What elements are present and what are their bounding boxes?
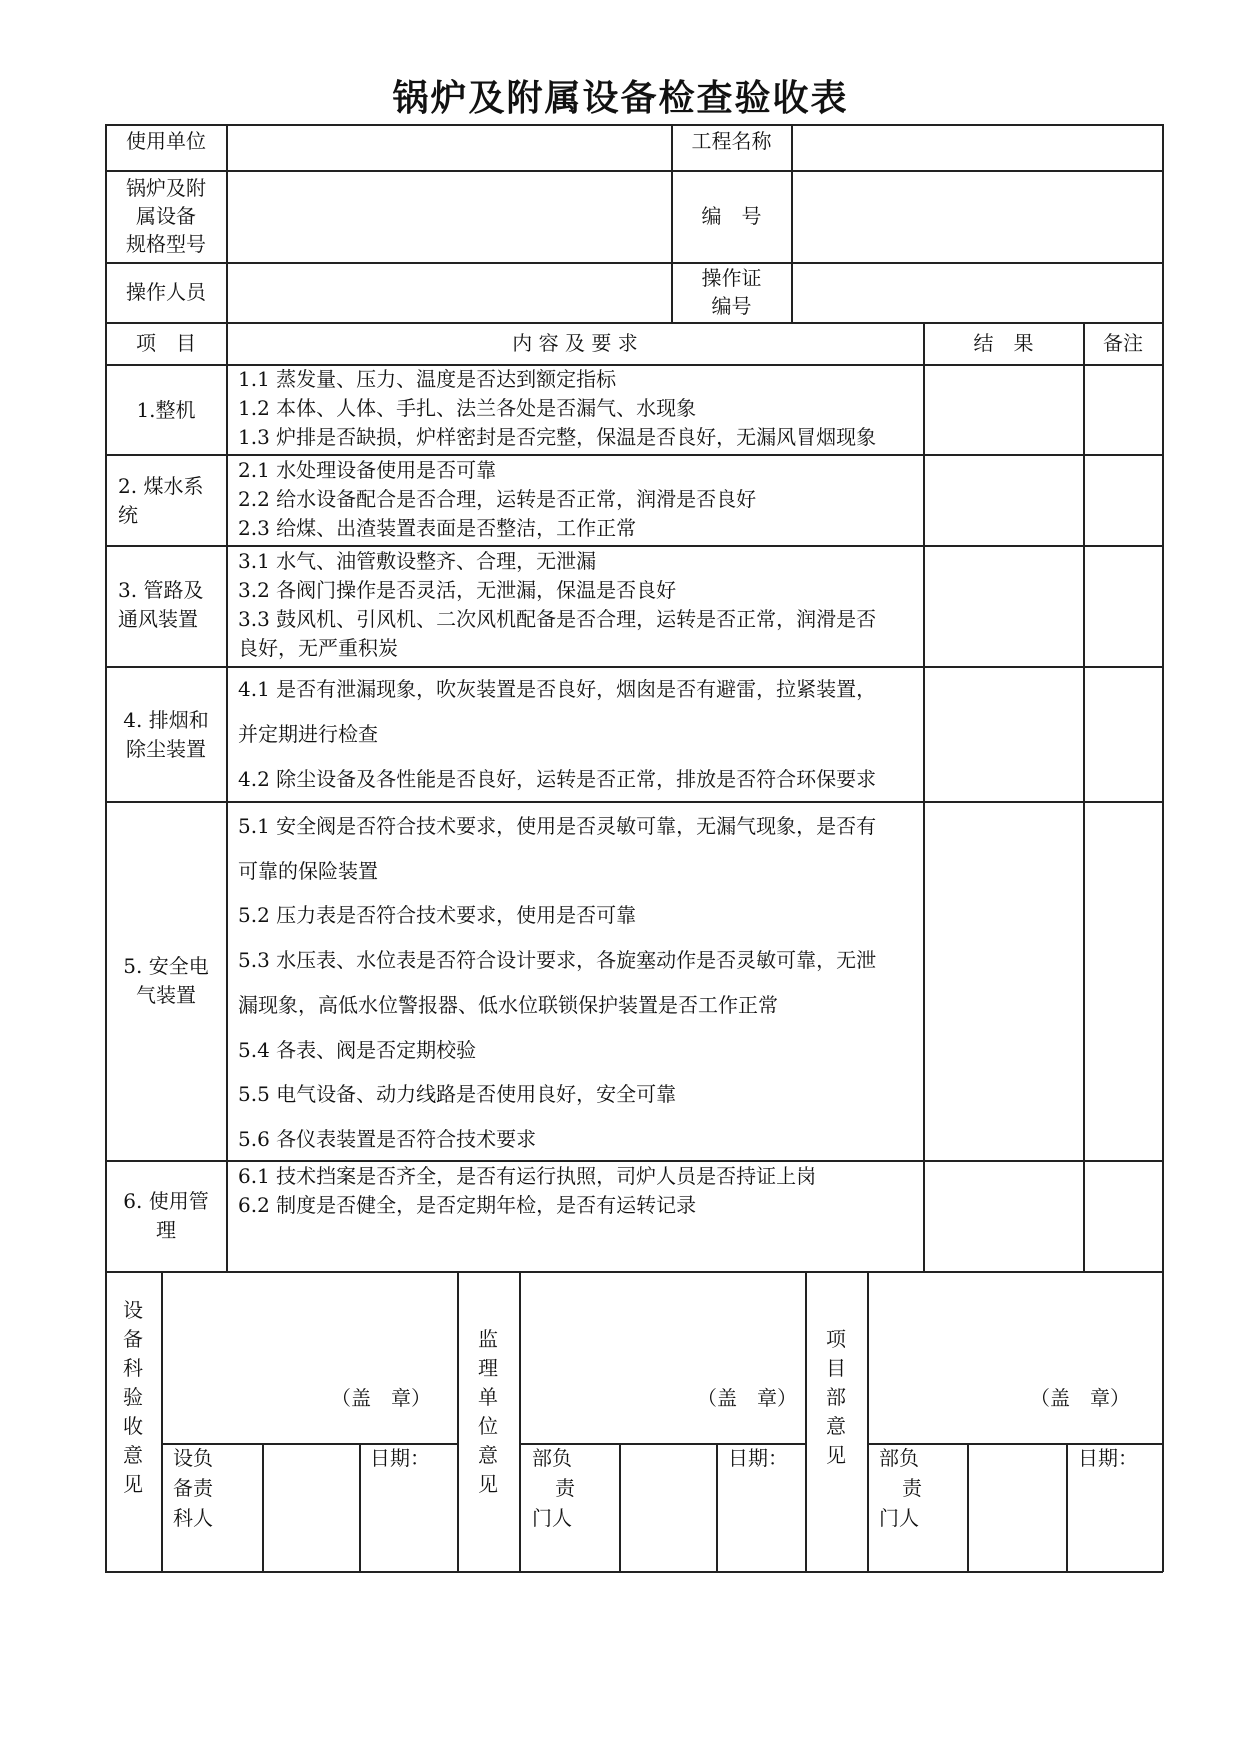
number-label: 编 号 xyxy=(701,204,762,228)
dept3-label: 项 目 部 意 见 xyxy=(826,1327,846,1467)
section-2-line-3: 2.3 给煤、出渣装置表面是否整洁，工作正常 xyxy=(238,516,637,540)
seal-3: （盖 章） xyxy=(1030,1386,1130,1410)
unit-value[interactable] xyxy=(230,127,670,167)
section-2-line-2: 2.2 给水设备配合是否合理，运转是否正常，润滑是否良好 xyxy=(238,487,757,511)
seal-1: （盖 章） xyxy=(331,1386,431,1410)
section-5-line-1: 5.1 安全阀是否符合技术要求，使用是否灵敏可靠，无漏气现象，是否有 xyxy=(238,814,877,838)
result-cell-2[interactable] xyxy=(926,456,1081,543)
project-value[interactable] xyxy=(795,127,1161,167)
section-3-name-line-1: 3. 管路及 xyxy=(118,578,204,602)
section-5-name-line-1: 5. 安全电 xyxy=(123,954,209,978)
section-1-line-1: 1.1 蒸发量、压力、温度是否达到额定指标 xyxy=(238,367,617,391)
cert-label-line-1: 操作证 xyxy=(701,266,762,290)
date-label-1: 日期： xyxy=(370,1446,430,1470)
page-title: 锅炉及附属设备检查验收表 xyxy=(392,77,849,119)
col-remark: 备注 xyxy=(1103,331,1143,355)
section-5-line-3: 5.2 压力表是否符合技术要求，使用是否可靠 xyxy=(238,903,637,927)
unit-label: 使用单位 xyxy=(126,129,206,153)
person3-sign-cell[interactable] xyxy=(969,1446,1064,1568)
section-5-line-4: 5.3 水压表、水位表是否符合设计要求，各旋塞动作是否灵敏可靠，无泄 xyxy=(238,948,877,972)
person1-line-2: 备责 xyxy=(173,1476,213,1500)
model-label-line-2: 属设备 xyxy=(136,204,196,228)
section-3-line-3: 3.3 鼓风机、引风机、二次风机配备是否合理，运转是否正常，润滑是否 xyxy=(238,607,877,631)
cert-value[interactable] xyxy=(795,266,1161,318)
operator-value[interactable] xyxy=(230,266,670,318)
section-2-line-1: 2.1 水处理设备使用是否可靠 xyxy=(238,458,497,482)
person2-sign-cell[interactable] xyxy=(621,1446,714,1568)
section-3-line-1: 3.1 水气、油管敷设整齐、合理，无泄漏 xyxy=(238,549,597,573)
section-4-line-1: 4.1 是否有泄漏现象，吹灰装置是否良好，烟囱是否有避雷，拉紧装置， xyxy=(238,677,877,701)
section-3-name-line-2: 通风装置 xyxy=(118,607,198,631)
operator-label: 操作人员 xyxy=(126,280,206,304)
section-6-line-1: 6.1 技术挡案是否齐全，是否有运行执照，司炉人员是否持证上岗 xyxy=(238,1164,817,1188)
model-label-line-1: 锅炉及附 xyxy=(126,176,206,200)
seal-2: （盖 章） xyxy=(697,1386,797,1410)
result-cell-3[interactable] xyxy=(926,547,1081,664)
person1-sign-cell[interactable] xyxy=(264,1446,357,1568)
section-4-line-2: 并定期进行检查 xyxy=(238,722,378,746)
col-content: 内 容 及 要 求 xyxy=(512,331,638,355)
person2-line-1: 部负 xyxy=(532,1446,572,1470)
section-6-name-line-1: 6. 使用管 xyxy=(123,1189,209,1213)
project-label: 工程名称 xyxy=(691,129,772,153)
result-cell-6[interactable] xyxy=(926,1162,1081,1269)
person3-line-2: 责 xyxy=(902,1476,922,1500)
person3-line-3: 门人 xyxy=(879,1506,919,1530)
section-4-line-3: 4.2 除尘设备及各性能是否良好，运转是否正常，排放是否符合环保要求 xyxy=(238,767,877,791)
section-3-line-4: 良好，无严重积炭 xyxy=(238,636,398,660)
section-6-line-2: 6.2 制度是否健全，是否定期年检，是否有运转记录 xyxy=(238,1193,697,1217)
col-item: 项 目 xyxy=(136,331,196,355)
section-4-name-line-1: 4. 排烟和 xyxy=(123,708,209,732)
section-2-name-line-1: 2. 煤水系 xyxy=(118,474,204,498)
col-result: 结 果 xyxy=(973,331,1034,355)
model-label-line-3: 规格型号 xyxy=(126,232,206,256)
person2-line-3: 门人 xyxy=(532,1506,572,1530)
section-5-line-6: 5.4 各表、阀是否定期校验 xyxy=(238,1038,477,1062)
section-5-line-5: 漏现象，高低水位警报器、低水位联锁保护装置是否工作正常 xyxy=(238,993,778,1017)
section-1-name: 1.整机 xyxy=(136,398,196,422)
section-5-line-7: 5.5 电气设备、动力线路是否使用良好，安全可靠 xyxy=(238,1082,677,1106)
date-label-2: 日期： xyxy=(728,1446,788,1470)
result-cell-4[interactable] xyxy=(926,668,1081,799)
model-value[interactable] xyxy=(230,174,670,258)
section-5-line-2: 可靠的保险装置 xyxy=(238,859,378,883)
section-5-line-8: 5.6 各仪表装置是否符合技术要求 xyxy=(238,1127,537,1151)
person1-line-3: 科人 xyxy=(173,1506,213,1530)
section-4-name-line-2: 除尘装置 xyxy=(126,737,206,761)
person1-line-1: 设负 xyxy=(173,1446,213,1470)
section-1-line-2: 1.2 本体、人体、手扎、法兰各处是否漏气、水现象 xyxy=(238,396,697,420)
date-label-3: 日期： xyxy=(1078,1446,1138,1470)
number-value[interactable] xyxy=(795,174,1161,258)
person3-line-1: 部负 xyxy=(879,1446,919,1470)
section-1-line-3: 1.3 炉排是否缺损，炉样密封是否完整，保温是否良好，无漏风冒烟现象 xyxy=(238,425,877,449)
section-2-name-line-2: 统 xyxy=(118,503,138,527)
dept2-label: 监 理 单 位 意 见 xyxy=(478,1327,498,1496)
result-cell-1[interactable] xyxy=(926,366,1081,452)
section-6-name-line-2: 理 xyxy=(156,1218,176,1242)
result-cell-5[interactable] xyxy=(926,803,1081,1158)
person2-line-2: 责 xyxy=(555,1476,575,1500)
cert-label-line-2: 编号 xyxy=(711,294,752,318)
section-3-line-2: 3.2 各阀门操作是否灵活，无泄漏，保温是否良好 xyxy=(238,578,677,602)
section-5-name-line-2: 气装置 xyxy=(136,983,196,1007)
dept1-label: 设 备 科 验 收 意 见 xyxy=(123,1298,143,1496)
